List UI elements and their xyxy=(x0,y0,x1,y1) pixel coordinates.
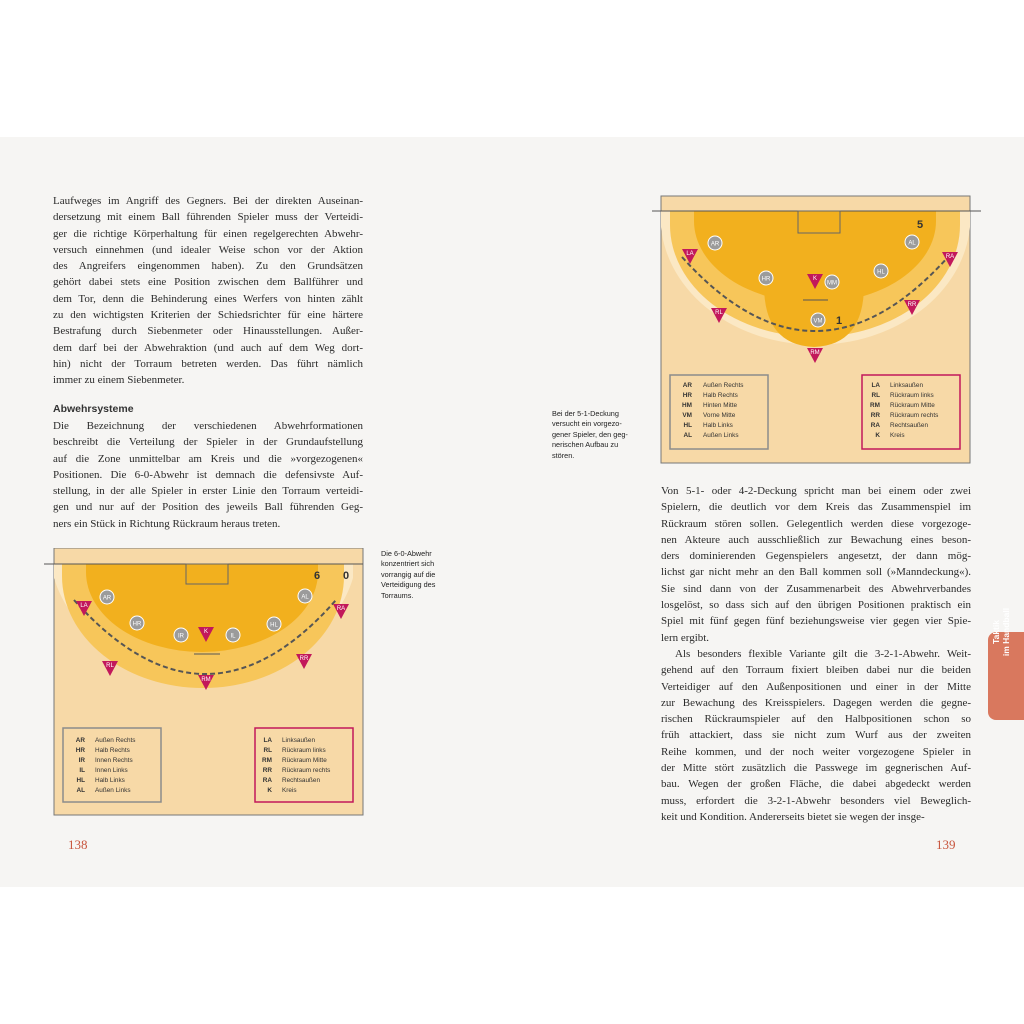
left-caption xyxy=(381,549,435,601)
text-line: dem darf bei der Abwehraktion (und auch auf dem Weg dort- xyxy=(53,341,363,354)
svg-text:Innen Links: Innen Links xyxy=(95,767,128,774)
svg-text:Außen Links: Außen Links xyxy=(95,787,131,794)
text-line: Spiel mit fünf gegen fünf beziehungsweise vier gegen vier Spie- xyxy=(661,615,971,628)
svg-text:Linksaußen: Linksaußen xyxy=(282,737,316,744)
defender-circle xyxy=(100,590,114,604)
text-line: Reihe kommen, und der noch weiter vorgezogene Spieler in xyxy=(661,745,971,758)
svg-text:VM: VM xyxy=(813,318,823,325)
text-line: immer zu einem Siebenmeter. xyxy=(53,374,185,387)
svg-text:RR: RR xyxy=(262,767,272,774)
text-line: Laufweges im Angriff des Gegners. Bei der direkten Auseinan- xyxy=(53,195,363,207)
text-line: gehend auf den Torraum fixiert bleiben dabei nur die beiden xyxy=(661,664,971,677)
caption-line: vorrangig auf die xyxy=(381,569,436,579)
svg-text:AL: AL xyxy=(908,240,916,247)
text-line: Sie sind dann von der Zusammenarbeit des Abwehrverbandes xyxy=(661,582,971,595)
text-line: ger die richtige Körperhaltung für einen regelgerechten Abwehr- xyxy=(53,227,363,240)
svg-text:RR: RR xyxy=(299,656,309,662)
defender-circle xyxy=(874,264,888,278)
svg-text:RA: RA xyxy=(262,777,272,784)
svg-text:RL: RL xyxy=(871,392,880,399)
section-heading: Abwehrsysteme xyxy=(53,403,134,415)
text-line: Positionen. Die 6-0-Abwehr ist demnach die defensivste Auf- xyxy=(53,468,363,481)
svg-text:RA: RA xyxy=(870,422,880,429)
text-line: Bestrafung durch Siebenmeter oder Hinausstellungen. Außer- xyxy=(53,325,363,338)
caption-line: gener Spieler, den geg- xyxy=(552,429,628,439)
page-number-right: 139 xyxy=(936,837,956,852)
svg-text:Rückraum Mitte: Rückraum Mitte xyxy=(282,757,327,764)
text-line: gen und nur auf der Position des jeweils Ball führenden Geg- xyxy=(53,501,363,514)
left-paragraph-1 xyxy=(53,193,363,389)
svg-text:LA: LA xyxy=(263,737,272,744)
chapter-side-tab-label: Taktik im Handball xyxy=(991,607,1011,657)
defender-circle xyxy=(298,589,312,603)
svg-text:Halb Rechts: Halb Rechts xyxy=(95,747,130,754)
svg-text:Außen Links: Außen Links xyxy=(703,432,739,439)
text-line: beschreibt die Verteilung der Spieler in der Grundaufstellung xyxy=(53,436,363,449)
text-line: der Mitte stört zusätzlich die Passwege im gegnerischen Auf- xyxy=(661,762,971,775)
chapter-side-tab[interactable] xyxy=(988,607,1024,720)
text-line: Rückraum stören sollen. Gelegentlich werden diese vorgezoge- xyxy=(661,517,971,530)
svg-text:Außen Rechts: Außen Rechts xyxy=(703,382,744,389)
text-line: Spielern, die deutlich vor dem Kreis das Zusammenspiel im xyxy=(661,501,971,514)
text-line: lern ergibt. xyxy=(661,631,710,644)
svg-text:HL: HL xyxy=(877,269,885,276)
svg-text:Halb Rechts: Halb Rechts xyxy=(703,392,738,399)
svg-text:RM: RM xyxy=(810,350,820,356)
svg-text:Außen Rechts: Außen Rechts xyxy=(95,737,136,744)
caption-line: Bei der 5-1-Deckung xyxy=(552,409,619,418)
svg-text:HL: HL xyxy=(683,422,692,429)
svg-text:HL: HL xyxy=(76,777,85,784)
text-line: auf die Zone unmittelbar am Kreis und die »vorgezogenen« xyxy=(53,452,363,465)
left-paragraph-2 xyxy=(53,418,363,532)
svg-text:Rechtsaußen: Rechtsaußen xyxy=(890,422,929,429)
svg-text:Innen Rechts: Innen Rechts xyxy=(95,757,133,764)
right-caption xyxy=(552,409,628,461)
caption-line: stören. xyxy=(552,450,575,460)
svg-text:Rückraum links: Rückraum links xyxy=(890,392,934,399)
svg-text:Rechtsaußen: Rechtsaußen xyxy=(282,777,321,784)
svg-text:K: K xyxy=(875,432,880,439)
svg-text:RM: RM xyxy=(201,677,211,683)
defender-circle xyxy=(130,616,144,630)
svg-text:HR: HR xyxy=(682,392,692,399)
text-line: rischen Rückraumspieler auf den Halbpositionen schon so xyxy=(661,713,971,726)
svg-text:Halb Links: Halb Links xyxy=(95,777,125,784)
text-line: Verteidiger auf den Außenpositionen und einer in der Mitte xyxy=(661,680,971,693)
label-zero: 0 xyxy=(343,570,350,582)
svg-text:IL: IL xyxy=(79,767,85,774)
svg-text:RL: RL xyxy=(263,747,272,754)
svg-text:AL: AL xyxy=(76,787,85,794)
text-line: Als besonders flexible Variante gilt die 3-2-1-Abwehr. Weit- xyxy=(675,648,971,660)
text-line: ners ein Stück in Richtung Rückraum heraus treten. xyxy=(53,517,281,530)
defender-circle xyxy=(905,235,919,249)
svg-text:IR: IR xyxy=(78,757,85,764)
svg-text:RM: RM xyxy=(262,757,272,764)
svg-text:RL: RL xyxy=(106,663,114,669)
text-line: keit und Kondition. Andererseits bietet sie wegen der insge- xyxy=(661,810,925,823)
svg-text:LA: LA xyxy=(80,603,88,609)
right-paragraph-1 xyxy=(661,483,971,646)
page-number-left: 138 xyxy=(68,837,88,852)
text-line: Von 5-1- oder 4-2-Deckung spricht man bei einem oder zwei xyxy=(661,485,971,497)
text-line: ders dominierenden Gegenspielers angesetzt, der dann mög- xyxy=(661,550,971,563)
svg-text:HR: HR xyxy=(761,276,771,283)
text-line: Die Bezeichnung der verschiedenen Abwehrformationen xyxy=(53,420,363,432)
svg-text:LA: LA xyxy=(871,382,880,389)
caption-line: Torraums. xyxy=(381,590,414,600)
svg-text:Kreis: Kreis xyxy=(890,432,905,439)
text-line: dem Tor, denn die Behinderung eines Werfers von hinten zählt xyxy=(53,292,363,305)
text-line: bau. Wegen der großen Fläche, die dabei abgedeckt werden xyxy=(661,778,971,791)
diagram-5-1-deckung xyxy=(652,195,982,465)
text-line: des Angreifers eingenommen haben). Zu den Grundsätzen xyxy=(53,260,363,273)
svg-text:IL: IL xyxy=(230,633,236,640)
svg-text:RA: RA xyxy=(945,254,955,260)
svg-text:LA: LA xyxy=(686,251,694,257)
right-paragraph-2 xyxy=(661,646,971,825)
svg-text:VM: VM xyxy=(682,412,692,419)
svg-text:K: K xyxy=(267,787,272,794)
caption-line: nerischen Aufbau zu xyxy=(552,440,619,450)
svg-text:RM: RM xyxy=(870,402,880,409)
svg-text:AR: AR xyxy=(102,595,112,602)
svg-text:AL: AL xyxy=(301,594,309,601)
svg-text:Rückraum rechts: Rückraum rechts xyxy=(890,412,939,419)
svg-text:RA: RA xyxy=(336,606,346,612)
svg-text:HR: HR xyxy=(132,621,142,628)
text-line: muss, erfordert die 3-2-1-Abwehr besonders viel Beweglich- xyxy=(661,794,971,807)
diagram-6-0-abwehr xyxy=(44,548,364,818)
text-line: gehört dabei stets eine Position zwischen dem Ballführer und xyxy=(53,276,363,289)
svg-text:K: K xyxy=(203,629,209,635)
svg-text:RR: RR xyxy=(907,302,917,308)
caption-line: Die 6-0-Abwehr xyxy=(381,549,432,558)
svg-text:Halb Links: Halb Links xyxy=(703,422,733,429)
svg-text:HM: HM xyxy=(682,402,692,409)
svg-text:K: K xyxy=(812,276,818,282)
svg-text:Linksaußen: Linksaußen xyxy=(890,382,924,389)
text-line: zur Bewachung des Kreisspielers. Dagegen werden die gegne- xyxy=(661,696,971,709)
svg-text:Hinten Mitte: Hinten Mitte xyxy=(703,402,738,409)
svg-text:AR: AR xyxy=(682,382,692,389)
svg-text:AL: AL xyxy=(683,432,692,439)
svg-text:Vorne Mitte: Vorne Mitte xyxy=(703,412,736,419)
defender-circle xyxy=(811,313,825,327)
text-line: versuch einnehmen (und idealer Weise schon vor der Aktion xyxy=(53,243,363,256)
svg-text:Kreis: Kreis xyxy=(282,787,297,794)
text-line: dersetzung mit einem Ball führenden Spieler muss der Verteidi- xyxy=(53,211,363,224)
svg-text:Rückraum links: Rückraum links xyxy=(282,747,326,754)
text-line: losgelöst, so dass sich auf den übrigen Positionen praktisch ein xyxy=(661,599,971,612)
caption-line: Verteidigung des xyxy=(381,580,436,590)
label-six: 6 xyxy=(314,570,321,582)
svg-text:IR: IR xyxy=(178,633,184,640)
svg-text:HR: HR xyxy=(75,747,85,754)
defender-circle xyxy=(759,271,773,285)
text-line: früh attackiert, dass sie nicht zum Wurf aus der zweiten xyxy=(661,729,971,742)
svg-text:HL: HL xyxy=(270,622,278,629)
text-line: hin) nicht der Torraum betreten werden. Das führt nämlich xyxy=(53,357,363,370)
svg-text:RR: RR xyxy=(870,412,880,419)
label-one: 1 xyxy=(836,315,843,327)
svg-text:RL: RL xyxy=(715,310,723,316)
defender-circle xyxy=(174,628,188,642)
svg-text:Rückraum Mitte: Rückraum Mitte xyxy=(890,402,935,409)
svg-text:MM: MM xyxy=(827,280,837,287)
label-five: 5 xyxy=(917,219,924,231)
svg-text:Rückraum rechts: Rückraum rechts xyxy=(282,767,331,774)
defender-circle xyxy=(267,617,281,631)
svg-text:AR: AR xyxy=(75,737,85,744)
text-line: stellung, in der alle Spieler in erster Linie den Torraum verteidi- xyxy=(53,485,363,498)
text-line: lichst gar nicht mehr an den Ball kommen soll (»Manndeckung«). xyxy=(661,566,971,579)
defender-circle xyxy=(708,236,722,250)
svg-text:AR: AR xyxy=(710,241,720,248)
caption-line: konzentriert sich xyxy=(381,559,435,569)
text-line: zu den wichtigsten Kriterien der Schiedsrichter für eine härtere xyxy=(53,309,363,322)
defender-circle xyxy=(226,628,240,642)
caption-line: versucht ein vorgezo- xyxy=(552,419,622,429)
defender-circle xyxy=(825,275,839,289)
text-line: nen Akteure auch ausschließlich zur Bewachung eines beson- xyxy=(661,533,971,546)
